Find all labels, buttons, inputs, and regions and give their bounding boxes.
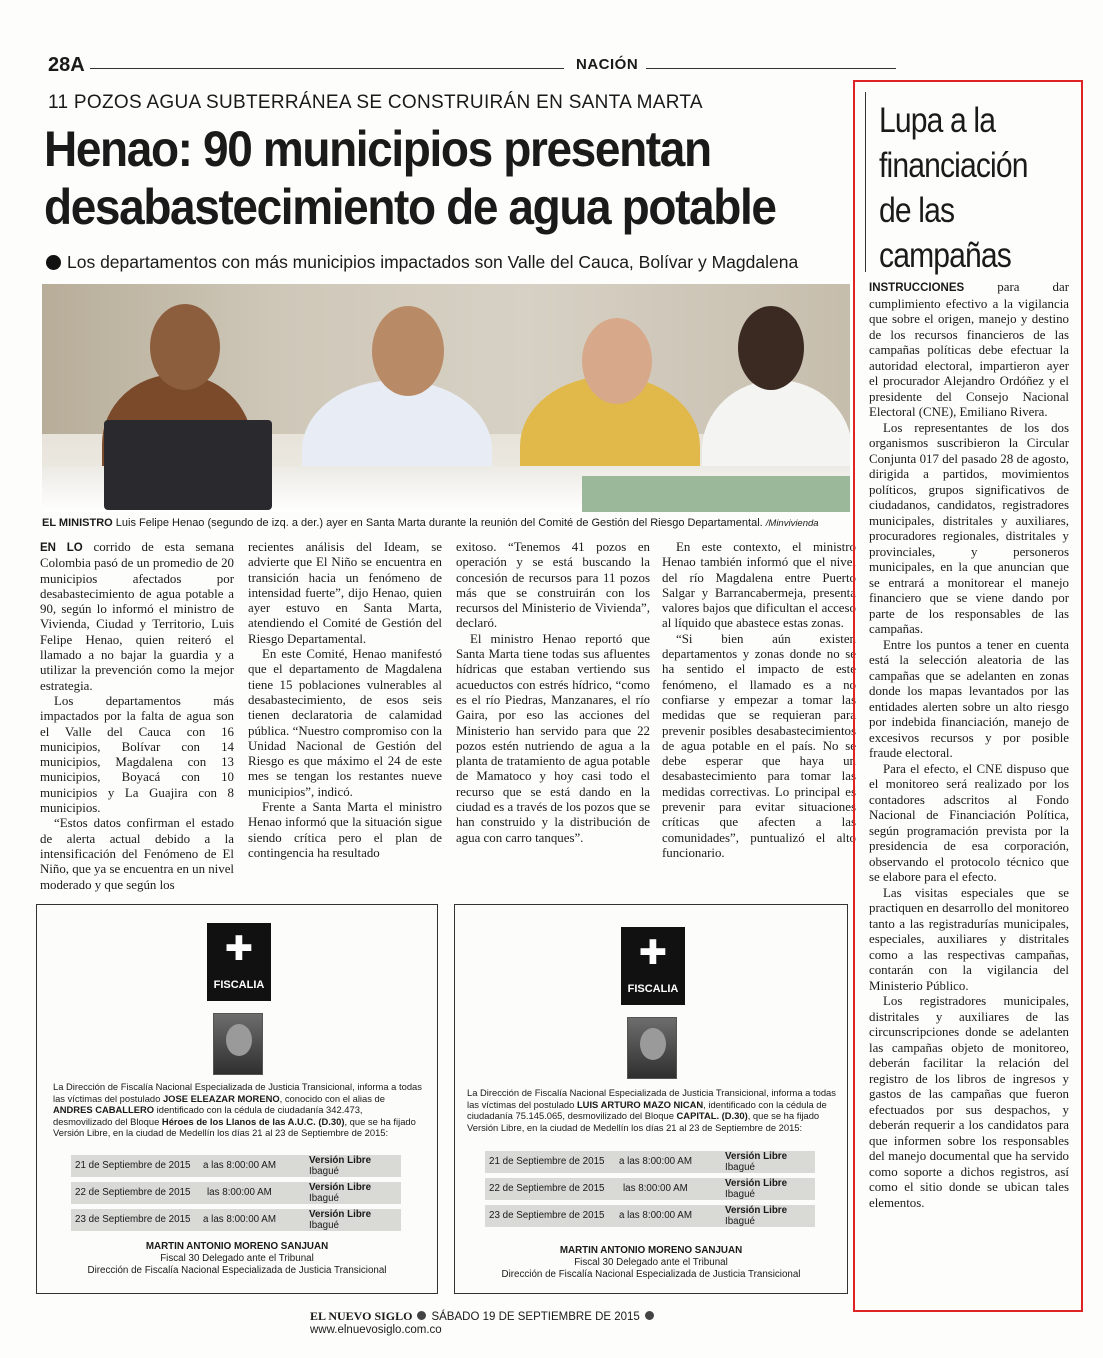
row-city: Ibagué [725, 1161, 755, 1173]
bloque-name: Héroes de los Llanos de las A.U.C. (D.30) [161, 1115, 345, 1127]
signer-role: Fiscal 30 Delegado ante el Tribunal [160, 1253, 314, 1264]
postulado-photo [213, 1013, 263, 1075]
row-date: 23 de Septiembre de 2015 [489, 1210, 605, 1221]
page-number: 28A [48, 54, 85, 76]
article-column [662, 540, 856, 861]
caption-text: Luis Felipe Henao (segundo de izq. a der.) ayer en Santa Marta durante la reunión del Comité de Gestión del Riesgo Departamental. [112, 517, 766, 529]
row-place [309, 1156, 371, 1177]
postulado-photo [627, 1017, 677, 1079]
row-type: Versión Libre [725, 1151, 788, 1162]
article-headline [44, 120, 789, 236]
table-row [485, 1151, 815, 1173]
row-type: Versión Libre [309, 1182, 372, 1193]
row-city: Ibagué [309, 1165, 339, 1177]
row-time: a las 8:00:00 AM [203, 1214, 276, 1225]
paragraph: Los representantes de los dos organismos suscribieron la Circular Conjunta 017 del pasado 28 de agosto, dirigida a partidos, movimientos políticos, grupos significativos de ciudadanos, candidatos, registradores municipales, distritales y auxiliares, procuradores regionales, distritales y provinciales, y personeros municipales, en la que anuncian que se entrará a monitorear el manejo financiero que se viene dando por parte de los responsables de las campañas. [869, 420, 1069, 636]
legal-notice [36, 904, 438, 1294]
article-photo [42, 284, 850, 512]
row-city: Ibagué [725, 1188, 755, 1200]
notice-text-part: identificado con la cédula de ciudadanía 342.473, desmovilizado del Bloque [53, 1104, 363, 1127]
notice-text-part: , que se ha fijado Versión Libre, en la ciudad de Medellín los días 21 al 23 de Septiembre de 2015: [53, 1115, 416, 1139]
paragraph: Los departamentos más impactados por la falta de agua son el Valle del Cauca con 16 municipios, Bolívar con 14 municipios, Magdalena con 13 municipios, Boyacá con 10 municipios y La Guajira con 8 municipios. [40, 693, 234, 816]
sidebar-body [869, 280, 1069, 1211]
logo-text: FISCALIA [213, 979, 265, 991]
table-row [71, 1209, 401, 1231]
headline-line: campañas [879, 236, 1011, 275]
row-date: 22 de Septiembre de 2015 [75, 1187, 191, 1198]
paragraph: “Estos datos confirman el estado de alerta actual debido a la intensificación del Fenómeno de El Niño, que ya se encuentra en un nivel moderado y que según los [40, 816, 235, 892]
paragraph [869, 280, 1069, 421]
table-row [71, 1155, 401, 1177]
paragraph [40, 540, 234, 694]
lead-in: INSTRUCCIONES [869, 282, 965, 294]
logo-text: FISCALIA [627, 983, 679, 995]
notice-text [467, 1087, 837, 1133]
headline-line: desabastecimiento de agua potable [44, 179, 776, 235]
bullet-icon [417, 1311, 426, 1320]
legal-notice [454, 904, 848, 1294]
header-rule [646, 68, 896, 69]
paragraph: Frente a Santa Marta el ministro Henao informó que la situación sigue siendo crítica pero el plan de contingencia ha resultado [248, 800, 442, 860]
row-time: las 8:00:00 AM [207, 1187, 272, 1198]
fiscalia-logo [621, 927, 685, 1005]
row-city: Ibagué [309, 1192, 339, 1204]
signer-office: Dirección de Fiscalía Nacional Especializada de Justicia Transicional [501, 1269, 801, 1280]
bullet-icon [46, 255, 61, 270]
article-column [40, 540, 234, 893]
postulado-alias: ANDRES CABALLERO [53, 1104, 155, 1116]
notice-text-part: , identificado con la cédula de ciudadanía 75.145.065, desmovilizado del Bloque [467, 1098, 827, 1122]
headline-line: Henao: 90 municipios presentan [44, 121, 711, 177]
article-deck [46, 252, 856, 273]
photo-laptop [104, 420, 272, 510]
paragraph-text: para dar cumplimiento efectivo a la vigilancia que sobre el origen, manejo y destino de los recursos financieros de las campañas políticas debe efectuar la autoridad electoral, impartieron ayer el procurador Alejandro Ordóñez y el presidente del Consejo Nacional Electoral (CNE), Emiliano Rivera. [869, 280, 1069, 419]
row-city: Ibagué [309, 1219, 339, 1231]
notice-text-part: La Dirección de Fiscalía Nacional Especializada de Justicia Transicional, informa a todas las víctimas del postulado [53, 1081, 422, 1104]
schedule-table [485, 1151, 815, 1231]
header-rule [90, 68, 564, 69]
page-footer [310, 1309, 790, 1336]
signer-office: Dirección de Fiscalía Nacional Especializada de Justicia Transicional [87, 1265, 387, 1276]
postulado-name: JOSE ELEAZAR MORENO [162, 1092, 280, 1104]
paragraph: Las visitas especiales que se practiquen en desarrollo del monitoreo tanto a las registradurías municipales, especiales, auxiliares y distritales como a las respectivas campañas, contarán con la vigilancia del Ministerio Público. [869, 885, 1069, 993]
notice-text-part: , que se ha fijado Versión Libre, en la ciudad de Medellín los días 21 al 23 de Septiembre de 2015: [467, 1110, 820, 1133]
article-kicker: 11 POZOS AGUA SUBTERRÁNEA SE CONSTRUIRÁN EN SANTA MARTA [48, 92, 703, 113]
sidebar-article [853, 80, 1083, 1312]
table-row [485, 1205, 815, 1227]
paragraph: El ministro Henao reportó que Santa Marta tiene todas sus afluentes hídricas que estaban vertiendo sus acueductos con estrés hídrico, “como es el río Piedras, Manzanares, el río Gaira, por eso las acciones del Ministerio han servido para que 22 pozos estén nutriendo de agua a la planta de tratamiento de agua potable de Mamatoco y hoy casi todo el recurso que se está dando en la ciudad es a través de los pozos que se han construido y la distribución de agua con carro tanques”. [456, 631, 651, 845]
footer-date: SÁBADO 19 DE SEPTIEMBRE DE 2015 [431, 1311, 640, 1323]
notice-text-part: La Dirección de Fiscalía Nacional Especializada de Justicia Transicional, informa a todas las víctimas del postulado [467, 1087, 836, 1110]
row-type: Versión Libre [309, 1209, 372, 1220]
footer-url: www.elnuevosiglo.com.co [310, 1324, 442, 1336]
row-place [309, 1210, 371, 1231]
row-time: las 8:00:00 AM [623, 1183, 688, 1194]
row-city: Ibagué [725, 1215, 755, 1227]
headline-line: financiación [879, 146, 1028, 185]
signer-role: Fiscal 30 Delegado ante el Tribunal [574, 1257, 728, 1268]
row-date: 22 de Septiembre de 2015 [489, 1183, 605, 1194]
photo-head [372, 306, 444, 396]
row-type: Versión Libre [725, 1205, 788, 1216]
paragraph-text: corrido de esta semana Colombia pasó de un promedio de 20 municipios afectados por desabastecimiento de agua potable a 90, según lo informó el ministro de Vivienda, Ciudad y Territorio, Luis Felipe Henao, quien reiteró el llamado a no bajar la guardia y a utilizar la prevención como la mejor estrategia. [40, 540, 234, 693]
photo-head [150, 304, 220, 390]
caption-credit: /Minvivienda [765, 518, 819, 529]
paragraph: “Si bien aún existen departamentos y zonas donde no se ha sentido el impacto de este fenómeno, el llamado es a no confiarse y empezar a tomar las medidas que se requieran para prevenir posibles desabastecimientos de agua potable en el país. No se debe esperar que haya un desabastecimiento para tomar las medidas correctivas. Lo principal es prevenir para evitar situaciones críticas que afecten a las comunidades”, puntualizó el alto funcionario. [662, 631, 856, 860]
row-type: Versión Libre [309, 1155, 372, 1166]
deck-text: Los departamentos con más municipios impactados son Valle del Cauca, Bolívar y Magdalena [67, 252, 799, 272]
row-time: a las 8:00:00 AM [203, 1160, 276, 1171]
table-row [485, 1178, 815, 1200]
headline-line: Lupa a la [879, 101, 996, 140]
row-date: 21 de Septiembre de 2015 [75, 1160, 191, 1171]
page-header [44, 52, 1084, 78]
schedule-table [71, 1155, 401, 1235]
row-place [725, 1206, 787, 1227]
row-time: a las 8:00:00 AM [619, 1210, 692, 1221]
row-place [309, 1183, 371, 1204]
notice-text-part: , conocido con el alias de [279, 1092, 385, 1104]
article-body [40, 540, 858, 892]
photo-head [582, 318, 652, 404]
article-column [248, 540, 442, 861]
puzzle-icon: ✚ [638, 933, 668, 973]
notice-text [53, 1081, 423, 1139]
bullet-icon [645, 1311, 654, 1320]
paragraph: Para el efecto, el CNE dispuso que el monitoreo será realizado por los contadores adscritos al Fondo Nacional de Financiación Política, según programación prevista por la presidencia de esa corporación, observando el protocolo técnico que se elabore para el efecto. [869, 761, 1069, 884]
paragraph: exitoso. “Tenemos 41 pozos en operación y se está buscando la concesión de recursos para 11 pozos más que se construirán con los recursos del Ministerio de Vivienda”, declaró. [456, 540, 650, 631]
headline-line: de las [879, 191, 955, 230]
face-shape [640, 1028, 666, 1060]
section-label: NACIÓN [576, 56, 639, 73]
bloque-name: CAPITAL. (D.30) [676, 1110, 748, 1122]
photo-caption [42, 517, 850, 529]
postulado-name: LUIS ARTURO MAZO NICAN [576, 1098, 704, 1110]
paragraph: En este contexto, el ministro Henao también informó que el nivel del río Magdalena entre Puerto Salgar y Barrancabermeja, presenta valores bajos que dificultan el acceso al líquido que abastece estas zonas. [662, 540, 856, 631]
row-date: 21 de Septiembre de 2015 [489, 1156, 605, 1167]
row-place [725, 1179, 787, 1200]
row-place [725, 1152, 787, 1173]
paragraph: recientes análisis del Ideam, se advierte que El Niño se encuentra en transición hacia un fenómeno de intensidad fuerte”, dijo Henao, quien ayer estuvo en Santa Marta, atendiendo el Comité de Gestión del Riesgo Departamental. [248, 540, 442, 646]
row-date: 23 de Septiembre de 2015 [75, 1214, 191, 1225]
row-time: a las 8:00:00 AM [619, 1156, 692, 1167]
caption-lead: EL MINISTRO [42, 517, 113, 529]
notice-signature [77, 1241, 397, 1277]
notice-signature [491, 1245, 811, 1281]
fiscalia-logo [207, 923, 271, 1001]
paragraph: En este Comité, Henao manifestó que el departamento de Magdalena tiene 15 poblaciones vulnerables al desabastecimiento, de esos seis tienen declaratoria de calamidad pública. “Nuestro compromiso con la Unidad Nacional de Gestión del Riesgo es que máximo el 24 de este mes se tengan los restantes nueve municipios”, indicó. [248, 647, 442, 799]
face-shape [226, 1024, 252, 1056]
paragraph: Entre los puntos a tener en cuenta está la selección aleatoria de las campañas que se adelanten en zonas donde los mapas levantados por las entidades alerten sobre un alto riesgo por indebida financiación, manejo de excesivos recursos y por posible fraude electoral. [869, 637, 1069, 760]
sidebar-headline [879, 98, 1051, 278]
sidebar-rule [865, 92, 866, 272]
photo-tablecloth [582, 476, 850, 512]
signer-name: MARTIN ANTONIO MORENO SANJUAN [145, 1241, 329, 1252]
lead-in: EN LO [40, 542, 83, 554]
newspaper-brand: EL NUEVO SIGLO [310, 1309, 413, 1323]
table-row [71, 1182, 401, 1204]
photo-head [738, 306, 804, 390]
puzzle-icon: ✚ [224, 929, 254, 969]
article-column [456, 540, 650, 846]
row-type: Versión Libre [725, 1178, 788, 1189]
signer-name: MARTIN ANTONIO MORENO SANJUAN [559, 1245, 743, 1256]
paragraph: Los registradores municipales, distritales y auxiliares de las circunscripciones donde se adelanten las campañas objeto de monitoreo, deberán facilitar la relación del registro de los libros de ingresos y gastos de las campañas que fueron efectuados por sus despachos, y deberán requerir a los candidatos para que informen sobre los responsables del manejo documental que ha servido como soporte a dichos registros, así como el sitio donde se ubican tales elementos. [869, 994, 1069, 1210]
